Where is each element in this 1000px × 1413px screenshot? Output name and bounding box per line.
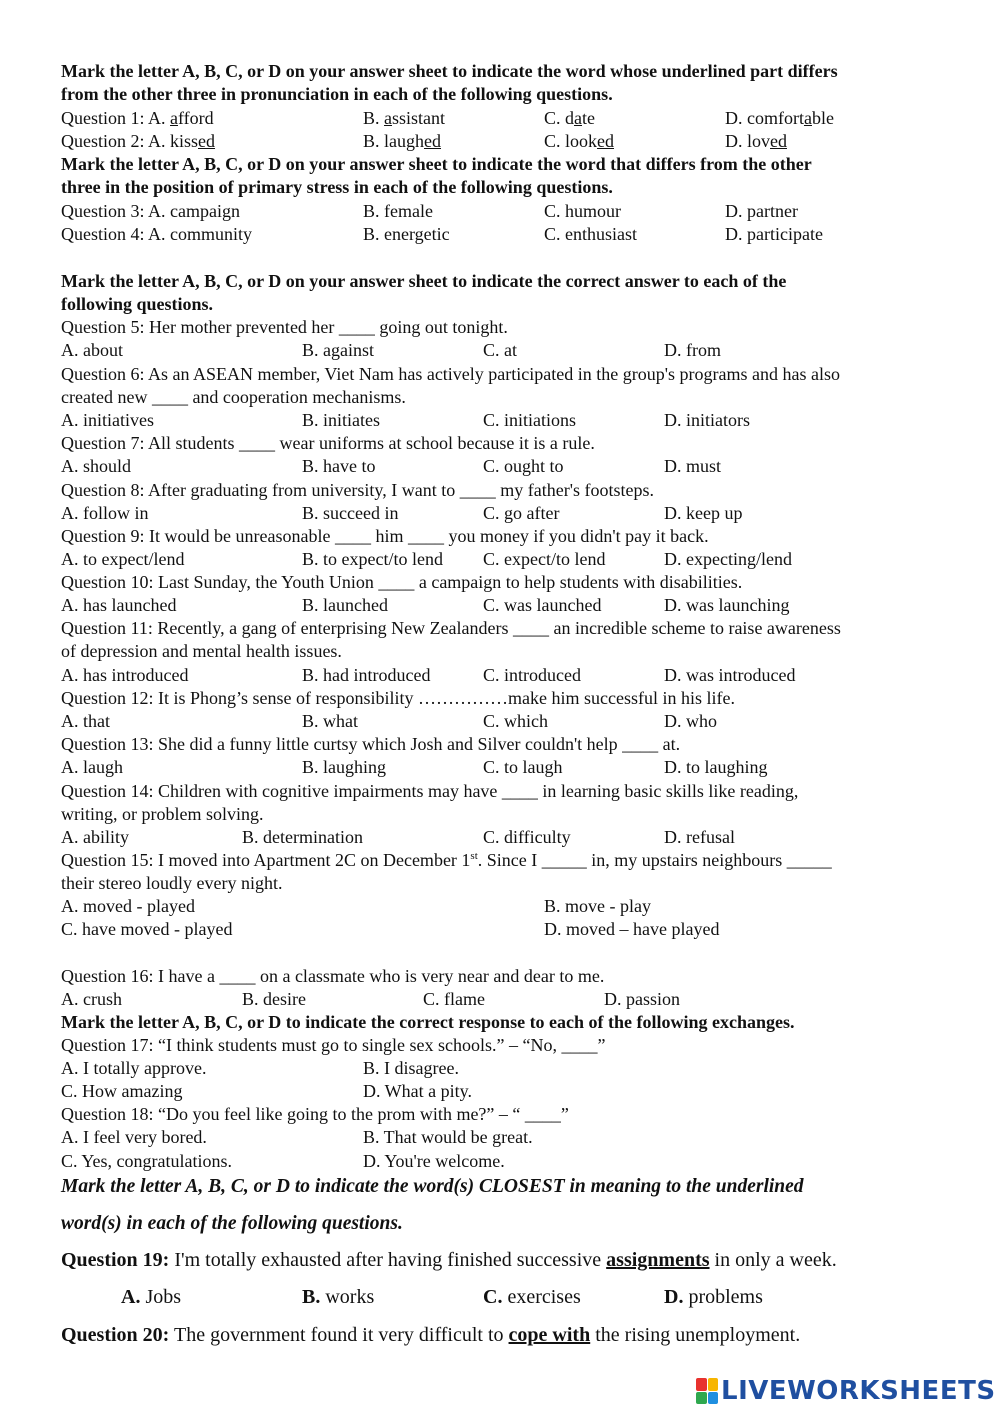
q5-option-c[interactable]: C. at	[483, 340, 517, 360]
question-stem: their stereo loudly every night.	[61, 873, 283, 893]
q2-option-c[interactable]: C. looked	[544, 131, 615, 151]
q19-option-c[interactable]: C. exercises	[483, 1286, 581, 1308]
q12-option-c[interactable]: C. which	[483, 711, 548, 731]
q9-option-b[interactable]: B. to expect/to lend	[302, 549, 443, 569]
q17-option-d[interactable]: D. What a pity.	[363, 1081, 472, 1101]
q2-option-d[interactable]: D. loved	[725, 131, 787, 151]
q15-option-d[interactable]: D. moved – have played	[544, 919, 720, 939]
q6-option-c[interactable]: C. initiations	[483, 410, 577, 430]
q7-option-d[interactable]: D. must	[664, 456, 722, 476]
q13-option-a[interactable]: A. laugh	[61, 757, 123, 777]
q8-option-c[interactable]: C. go after	[483, 503, 560, 523]
question-stem: Question 7: All students ____ wear uniforms at school because it is a rule.	[61, 433, 595, 453]
q19-option-b[interactable]: B. works	[302, 1286, 375, 1308]
q12-option-b[interactable]: B. what	[302, 711, 358, 731]
q2-option-b[interactable]: B. laughed	[363, 131, 441, 151]
q1-option-a[interactable]: Question 1: A. afford	[61, 108, 214, 128]
q7-option-c[interactable]: C. ought to	[483, 456, 564, 476]
q8-option-a[interactable]: A. follow in	[61, 503, 149, 523]
section-instruction: three in the position of primary stress in each of the following questions.	[61, 177, 613, 197]
q10-option-d[interactable]: D. was launching	[664, 595, 790, 615]
q1-option-d[interactable]: D. comfortable	[725, 108, 834, 128]
question-stem: Question 13: She did a funny little curtsy which Josh and Silver couldn't help ____ at.	[61, 734, 681, 754]
q18-option-a[interactable]: A. I feel very bored.	[61, 1127, 207, 1147]
question-stem: Question 17: “I think students must go to single sex schools.” – “No, ____”	[61, 1035, 606, 1055]
q14-option-c[interactable]: C. difficulty	[483, 827, 571, 847]
q16-option-d[interactable]: D. passion	[604, 989, 680, 1009]
question-stem: writing, or problem solving.	[61, 804, 264, 824]
section-instruction: Mark the letter A, B, C, or D on your answer sheet to indicate the word that differs from the other	[61, 154, 812, 174]
q7-option-a[interactable]: A. should	[61, 456, 132, 476]
question-stem: Question 20: The government found it very difficult to cope with the rising unemployment.	[61, 1324, 801, 1346]
q17-option-a[interactable]: A. I totally approve.	[61, 1058, 207, 1078]
q11-option-c[interactable]: C. introduced	[483, 665, 581, 685]
q11-option-a[interactable]: A. has introduced	[61, 665, 189, 685]
q4-option-c[interactable]: C. enthusiast	[544, 224, 637, 244]
q11-option-b[interactable]: B. had introduced	[302, 665, 431, 685]
section-instruction: word(s) in each of the following questions.	[61, 1213, 403, 1234]
question-stem: created new ____ and cooperation mechanisms.	[61, 387, 406, 407]
q10-option-a[interactable]: A. has launched	[61, 595, 177, 615]
q16-option-c[interactable]: C. flame	[423, 989, 485, 1009]
q9-option-a[interactable]: A. to expect/lend	[61, 549, 185, 569]
q1-option-c[interactable]: C. date	[544, 108, 596, 128]
question-stem: Question 6: As an ASEAN member, Viet Nam has actively participated in the group's programs and has also	[61, 364, 840, 384]
q1-option-b[interactable]: B. assistant	[363, 108, 446, 128]
logo-icon	[696, 1378, 718, 1404]
section-instruction: Mark the letter A, B, C, or D on your answer sheet to indicate the correct answer to each of the	[61, 271, 787, 291]
q8-option-d[interactable]: D. keep up	[664, 503, 743, 523]
q5-option-a[interactable]: A. about	[61, 340, 123, 360]
q11-option-d[interactable]: D. was introduced	[664, 665, 796, 685]
q17-option-c[interactable]: C. How amazing	[61, 1081, 183, 1101]
q16-option-b[interactable]: B. desire	[242, 989, 306, 1009]
q6-option-b[interactable]: B. initiates	[302, 410, 380, 430]
question-stem: Question 14: Children with cognitive impairments may have ____ in learning basic skills like reading,	[61, 781, 799, 801]
q12-option-d[interactable]: D. who	[664, 711, 717, 731]
q14-option-b[interactable]: B. determination	[242, 827, 363, 847]
section-instruction: following questions.	[61, 294, 214, 314]
q6-option-a[interactable]: A. initiatives	[61, 410, 154, 430]
q4-option-d[interactable]: D. participate	[725, 224, 823, 244]
section-instruction: from the other three in pronunciation in each of the following questions.	[61, 84, 613, 104]
question-stem: Question 5: Her mother prevented her ____ going out tonight.	[61, 317, 508, 337]
q5-option-b[interactable]: B. against	[302, 340, 374, 360]
section-instruction: Mark the letter A, B, C, or D to indicate the word(s) CLOSEST in meaning to the underlined	[61, 1176, 804, 1197]
q15-option-b[interactable]: B. move - play	[544, 896, 651, 916]
q12-option-a[interactable]: A. that	[61, 711, 110, 731]
q18-option-c[interactable]: C. Yes, congratulations.	[61, 1151, 232, 1171]
question-stem: Question 16: I have a ____ on a classmate who is very near and dear to me.	[61, 966, 605, 986]
logo-text: LIVEWORKSHEETS	[721, 1376, 996, 1406]
liveworksheets-logo	[696, 1376, 996, 1406]
question-stem: Question 11: Recently, a gang of enterprising New Zealanders ____ an incredible scheme to raise awareness	[61, 618, 841, 638]
q18-option-b[interactable]: B. That would be great.	[363, 1127, 533, 1147]
q4-option-a[interactable]: Question 4: A. community	[61, 224, 252, 244]
q15-option-a[interactable]: A. moved - played	[61, 896, 195, 916]
q17-option-b[interactable]: B. I disagree.	[363, 1058, 459, 1078]
q3-option-c[interactable]: C. humour	[544, 201, 622, 221]
q8-option-b[interactable]: B. succeed in	[302, 503, 399, 523]
question-stem: Question 8: After graduating from university, I want to ____ my father's footsteps.	[61, 480, 654, 500]
q3-option-d[interactable]: D. partner	[725, 201, 798, 221]
question-stem: Question 15: I moved into Apartment 2C on December 1st. Since I _____ in, my upstairs neighbours _____	[61, 850, 832, 870]
q13-option-b[interactable]: B. laughing	[302, 757, 386, 777]
question-stem: of depression and mental health issues.	[61, 641, 342, 661]
q18-option-d[interactable]: D. You're welcome.	[363, 1151, 505, 1171]
q10-option-c[interactable]: C. was launched	[483, 595, 602, 615]
q5-option-d[interactable]: D. from	[664, 340, 721, 360]
q7-option-b[interactable]: B. have to	[302, 456, 376, 476]
question-stem: Question 10: Last Sunday, the Youth Union ____ a campaign to help students with disabilities.	[61, 572, 743, 592]
question-stem: Question 12: It is Phong’s sense of responsibility ……………make him successful in his life.	[61, 688, 735, 708]
q14-option-a[interactable]: A. ability	[61, 827, 129, 847]
q14-option-d[interactable]: D. refusal	[664, 827, 735, 847]
q16-option-a[interactable]: A. crush	[61, 989, 122, 1009]
q3-option-b[interactable]: B. female	[363, 201, 433, 221]
section-instruction: Mark the letter A, B, C, or D to indicate the correct response to each of the following exchanges.	[61, 1012, 795, 1032]
question-stem: Question 9: It would be unreasonable ____ him ____ you money if you didn't pay it back.	[61, 526, 709, 546]
q10-option-b[interactable]: B. launched	[302, 595, 388, 615]
question-stem: Question 19: I'm totally exhausted after having finished successive assignments in only a week.	[61, 1249, 837, 1271]
section-instruction: Mark the letter A, B, C, or D on your answer sheet to indicate the word whose underlined part differs	[61, 61, 838, 81]
q13-option-c[interactable]: C. to laugh	[483, 757, 563, 777]
q13-option-d[interactable]: D. to laughing	[664, 757, 768, 777]
q2-option-a[interactable]: Question 2: A. kissed	[61, 131, 216, 151]
q19-option-d[interactable]: D. problems	[664, 1286, 763, 1308]
q6-option-d[interactable]: D. initiators	[664, 410, 750, 430]
q19-option-a[interactable]: A. Jobs	[121, 1286, 182, 1308]
q9-option-c[interactable]: C. expect/to lend	[483, 549, 606, 569]
question-stem: Question 18: “Do you feel like going to the prom with me?” – “ ____”	[61, 1104, 569, 1124]
q4-option-b[interactable]: B. energetic	[363, 224, 450, 244]
q15-option-c[interactable]: C. have moved - played	[61, 919, 233, 939]
q3-option-a[interactable]: Question 3: A. campaign	[61, 201, 240, 221]
q9-option-d[interactable]: D. expecting/lend	[664, 549, 792, 569]
